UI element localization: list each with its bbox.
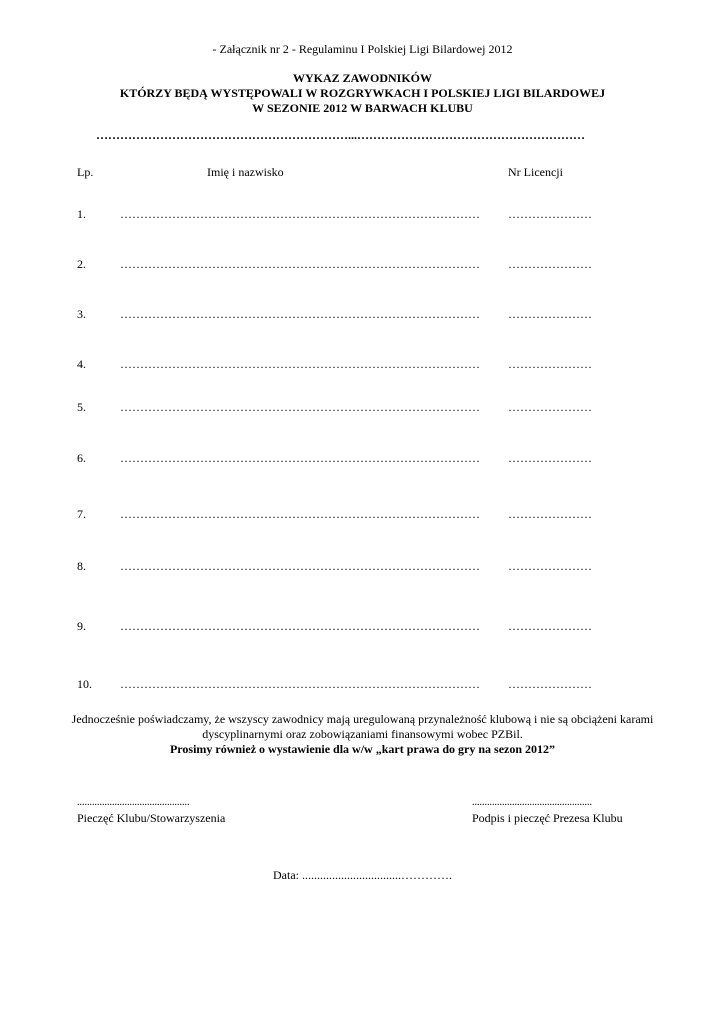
row-number: 4. — [77, 357, 86, 371]
name-field-line: ……………………………………………………………………………… — [120, 677, 480, 691]
name-field-line: ……………………………………………………………………………… — [120, 507, 480, 521]
name-field-line: ……………………………………………………………………………… — [120, 207, 480, 221]
license-field-line: ………………… — [508, 619, 592, 633]
declaration-line-1: Jednocześnie poświadczamy, że wszyscy zawodnicy mają uregulowaną przynależność klubową i nie są obciążeni karami — [71, 712, 654, 726]
row-number: 7. — [77, 507, 86, 521]
name-field-line: ……………………………………………………………………………… — [120, 400, 480, 414]
name-field-line: ……………………………………………………………………………… — [120, 357, 480, 371]
name-field-line: ……………………………………………………………………………… — [120, 257, 480, 271]
row-number: 9. — [77, 619, 86, 633]
name-field-line: ……………………………………………………………………………… — [120, 307, 480, 321]
license-field-line: ………………… — [508, 357, 592, 371]
declaration-line-3: Prosimy również o wystawienie dla w/w „kart prawa do gry na sezon 2012” — [169, 742, 556, 756]
license-field-line: ………………… — [508, 507, 592, 521]
date-line: Data: .................................…………. — [273, 868, 452, 882]
declaration-line-2: dyscyplinarnymi oraz zobowiązaniami finansowymi wobec PZBil. — [202, 727, 523, 741]
license-field-line: ………………… — [508, 677, 592, 691]
license-field-line: ………………… — [508, 307, 592, 321]
club-stamp-line: ............................................. — [77, 797, 190, 808]
row-number: 8. — [77, 559, 86, 573]
row-number: 5. — [77, 400, 86, 414]
column-header-name: Imię i nazwisko — [207, 165, 284, 179]
name-field-line: ……………………………………………………………………………… — [120, 559, 480, 573]
license-field-line: ………………… — [508, 257, 592, 271]
row-number: 3. — [77, 307, 86, 321]
name-field-line: ……………………………………………………………………………… — [120, 619, 480, 633]
title-line-1: WYKAZ ZAWODNIKÓW — [292, 71, 432, 85]
president-signature-label: Podpis i pieczęć Prezesa Klubu — [472, 811, 623, 825]
column-header-lp: Lp. — [77, 165, 94, 179]
row-number: 2. — [77, 257, 86, 271]
club-name-line: ………………………………………………………...………………………………………………… — [96, 128, 585, 142]
president-signature-line: ................................................ — [472, 797, 592, 808]
name-field-line: ……………………………………………………………………………… — [120, 451, 480, 465]
row-number: 10. — [77, 677, 92, 691]
license-field-line: ………………… — [508, 559, 592, 573]
title-line-3: W SEZONIE 2012 W BARWACH KLUBU — [252, 101, 473, 115]
license-field-line: ………………… — [508, 451, 592, 465]
license-field-line: ………………… — [508, 207, 592, 221]
annex-label: - Załącznik nr 2 - Regulaminu I Polskiej Ligi Bilardowej 2012 — [212, 42, 513, 56]
title-line-2: KTÓRZY BĘDĄ WYSTĘPOWALI W ROZGRYWKACH I POLSKIEJ LIGI BILARDOWEJ — [119, 86, 606, 100]
license-field-line: ………………… — [508, 400, 592, 414]
club-stamp-label: Pieczęć Klubu/Stowarzyszenia — [77, 811, 226, 825]
row-number: 6. — [77, 451, 86, 465]
column-header-license: Nr Licencji — [508, 165, 563, 179]
row-number: 1. — [77, 207, 86, 221]
